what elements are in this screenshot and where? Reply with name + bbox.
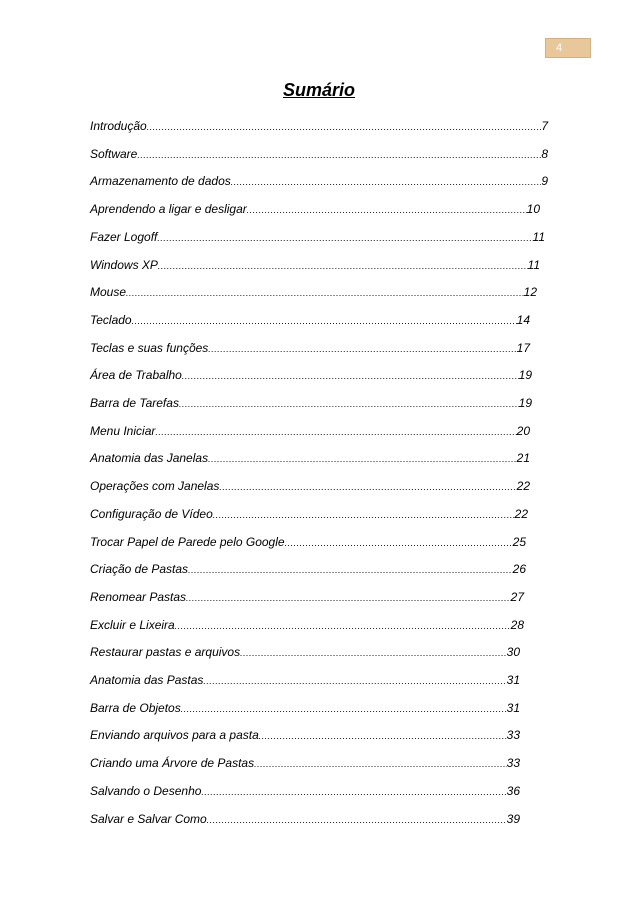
toc-entry-page: 9	[541, 174, 548, 189]
toc-entry-label: Enviando arquivos para a pasta	[90, 728, 259, 743]
toc-entry	[90, 423, 530, 439]
toc-entry-page: 10	[526, 202, 540, 217]
toc-entry-page: 25	[512, 534, 526, 549]
toc-entry-page: 17	[516, 340, 530, 355]
toc-entry	[90, 146, 548, 162]
toc-entry-label: Teclas e suas funções	[90, 340, 209, 355]
toc-entry-page: 22	[516, 479, 530, 494]
toc-leader-dots	[247, 202, 527, 218]
toc-entry-page: 31	[506, 673, 520, 687]
toc-entry-page: 33	[506, 756, 520, 771]
toc-entry-label: Aprendendo a ligar e desligar	[90, 202, 247, 217]
toc-entry	[90, 561, 526, 577]
toc-entry	[90, 478, 530, 494]
toc-entry-label: Salvar e Salvar Como	[90, 811, 207, 826]
toc-entry	[90, 534, 526, 550]
toc-entry-page: 11	[532, 229, 545, 244]
toc-entry-label: Renomear Pastas	[90, 589, 187, 604]
toc-entry-page: 12	[523, 285, 537, 300]
toc-entry-page: 20	[516, 423, 530, 438]
toc-entry	[90, 284, 537, 300]
toc-entry-page: 31	[506, 700, 520, 715]
toc-leader-dots	[208, 451, 517, 467]
toc-entry-label: Trocar Papel de Parede pelo Google	[90, 534, 285, 549]
toc-entry-label: Barra de Objetos	[90, 700, 181, 715]
toc-leader-dots	[201, 784, 506, 800]
toc-entry-label: Configuração de Vídeo	[90, 506, 213, 521]
toc-entry	[90, 173, 548, 189]
toc-leader-dots	[254, 756, 507, 772]
toc-leader-dots	[219, 479, 516, 495]
toc-leader-dots	[203, 673, 506, 689]
toc-leader-dots	[126, 285, 524, 301]
toc-entry-page: 19	[518, 368, 532, 383]
toc-entry-page: 19	[518, 396, 532, 410]
toc-entry-page: 27	[510, 589, 524, 604]
toc-entry-page: 30	[506, 645, 520, 660]
toc-entry-page: 36	[506, 783, 520, 798]
toc-entry-label: Anatomia das Pastas	[90, 673, 204, 687]
toc-entry-label: Windows XP	[90, 257, 158, 272]
toc-leader-dots	[285, 535, 513, 551]
toc-leader-dots	[137, 147, 541, 163]
toc-leader-dots	[179, 396, 519, 412]
toc-leader-dots	[213, 507, 515, 523]
toc-entry-label: Área de Trabalho	[90, 368, 182, 383]
toc-entry-page: 21	[516, 451, 530, 466]
toc-entry-page: 14	[516, 312, 530, 327]
toc-entry-label: Criação de Pastas	[90, 562, 189, 577]
toc-entry	[90, 811, 520, 827]
toc-entry	[90, 506, 528, 522]
toc-entry-page: 39	[506, 811, 520, 826]
toc-entry	[90, 589, 524, 605]
toc-entry-label: Teclado	[90, 312, 132, 327]
toc-entry	[90, 395, 532, 411]
toc-leader-dots	[155, 424, 516, 440]
toc-entry	[90, 727, 520, 743]
toc-entry	[90, 118, 548, 134]
toc-entry-label: Introdução	[90, 119, 147, 133]
toc-entry-page: 22	[514, 506, 528, 521]
toc-leader-dots	[208, 341, 516, 357]
toc-entry-label: Menu Iniciar	[90, 423, 156, 438]
toc-leader-dots	[207, 812, 507, 828]
page-number-badge: 4	[545, 38, 591, 58]
toc-entry-label: Operações com Janelas	[90, 479, 220, 494]
toc-leader-dots	[259, 728, 507, 744]
toc-entry	[90, 672, 520, 688]
toc-entry-label: Criando uma Árvore de Pastas	[90, 756, 255, 771]
toc-entry-label: Fazer Logoff	[90, 229, 158, 244]
toc-leader-dots	[157, 230, 532, 246]
toc-entry-label: Mouse	[90, 285, 127, 300]
page-title: Sumário	[282, 80, 356, 100]
toc-entry-label: Barra de Tarefas	[90, 396, 179, 410]
toc-leader-dots	[175, 618, 511, 634]
toc-leader-dots	[188, 562, 513, 578]
toc-entry-page: 28	[510, 617, 524, 632]
toc-entry	[90, 617, 524, 633]
toc-entry-page: 7	[541, 119, 548, 133]
toc-entry	[90, 450, 530, 466]
toc-entry-label: Restaurar pastas e arquivos	[90, 645, 241, 660]
toc-entry	[90, 783, 520, 799]
toc-leader-dots	[158, 258, 528, 274]
toc-leader-dots	[182, 368, 519, 384]
toc-leader-dots	[240, 645, 507, 661]
toc-entry-page: 8	[541, 146, 548, 161]
toc-entry-page: 26	[512, 562, 526, 577]
toc-entry-label: Software	[90, 146, 138, 161]
toc-entry	[90, 367, 532, 383]
toc-entry	[90, 700, 520, 716]
toc-entry	[90, 201, 540, 217]
toc-entry-page: 33	[506, 728, 520, 743]
toc-entry-label: Excluir e Lixeira	[90, 617, 175, 632]
toc-leader-dots	[231, 174, 542, 190]
toc-entry	[90, 312, 530, 328]
toc-entry-page: 11	[527, 257, 540, 272]
toc-entry	[90, 257, 540, 273]
toc-entry	[90, 755, 520, 771]
toc-entry	[90, 229, 545, 245]
toc-entry	[90, 340, 530, 356]
toc-entry-label: Salvando o Desenho	[90, 783, 202, 798]
toc-leader-dots	[147, 119, 542, 135]
toc-leader-dots	[181, 701, 507, 717]
toc-leader-dots	[186, 590, 511, 606]
toc-entry-label: Anatomia das Janelas	[90, 451, 209, 466]
toc-leader-dots	[132, 313, 517, 329]
toc-entry-label: Armazenamento de dados	[90, 174, 231, 189]
toc-entry	[90, 644, 520, 660]
